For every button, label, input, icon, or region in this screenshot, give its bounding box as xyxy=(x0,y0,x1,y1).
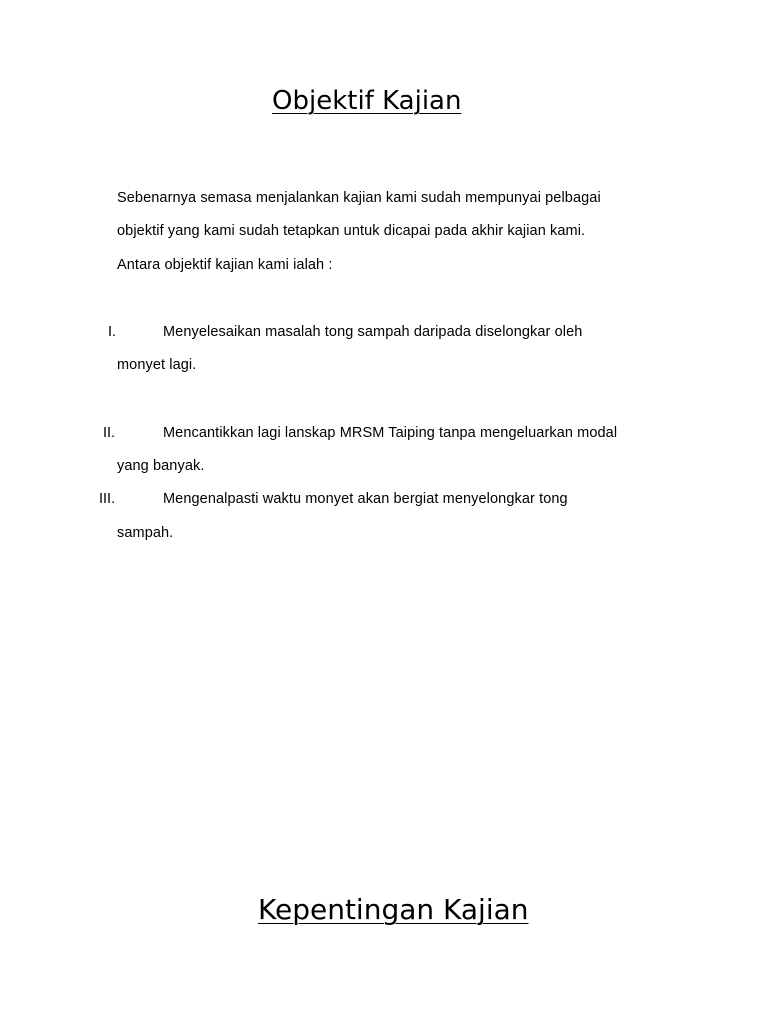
objective-numeral-1: I. xyxy=(108,324,117,340)
objective-3-line-2: sampah. xyxy=(117,525,174,541)
objective-1-line-2: monyet lagi. xyxy=(117,357,197,373)
objective-1-line-1: Menyelesaikan masalah tong sampah daripada diselongkar oleh xyxy=(163,324,583,340)
objective-numeral-2: II. xyxy=(103,425,116,441)
heading-kepentingan-kajian: Kepentingan Kajian xyxy=(258,893,529,926)
intro-line-3: Antara objektif kajian kami ialah : xyxy=(117,257,333,273)
intro-line-1: Sebenarnya semasa menjalankan kajian kami sudah mempunyai pelbagai xyxy=(117,190,601,206)
objective-numeral-3: III. xyxy=(99,491,116,507)
objective-2-line-2: yang banyak. xyxy=(117,458,205,474)
objective-3-line-1: Mengenalpasti waktu monyet akan bergiat menyelongkar tong xyxy=(163,491,568,507)
intro-line-2: objektif yang kami sudah tetapkan untuk dicapai pada akhir kajian kami. xyxy=(117,223,586,239)
heading-objektif-kajian: Objektif Kajian xyxy=(272,86,462,116)
objective-2-line-1: Mencantikkan lagi lanskap MRSM Taiping tanpa mengeluarkan modal xyxy=(163,425,618,441)
